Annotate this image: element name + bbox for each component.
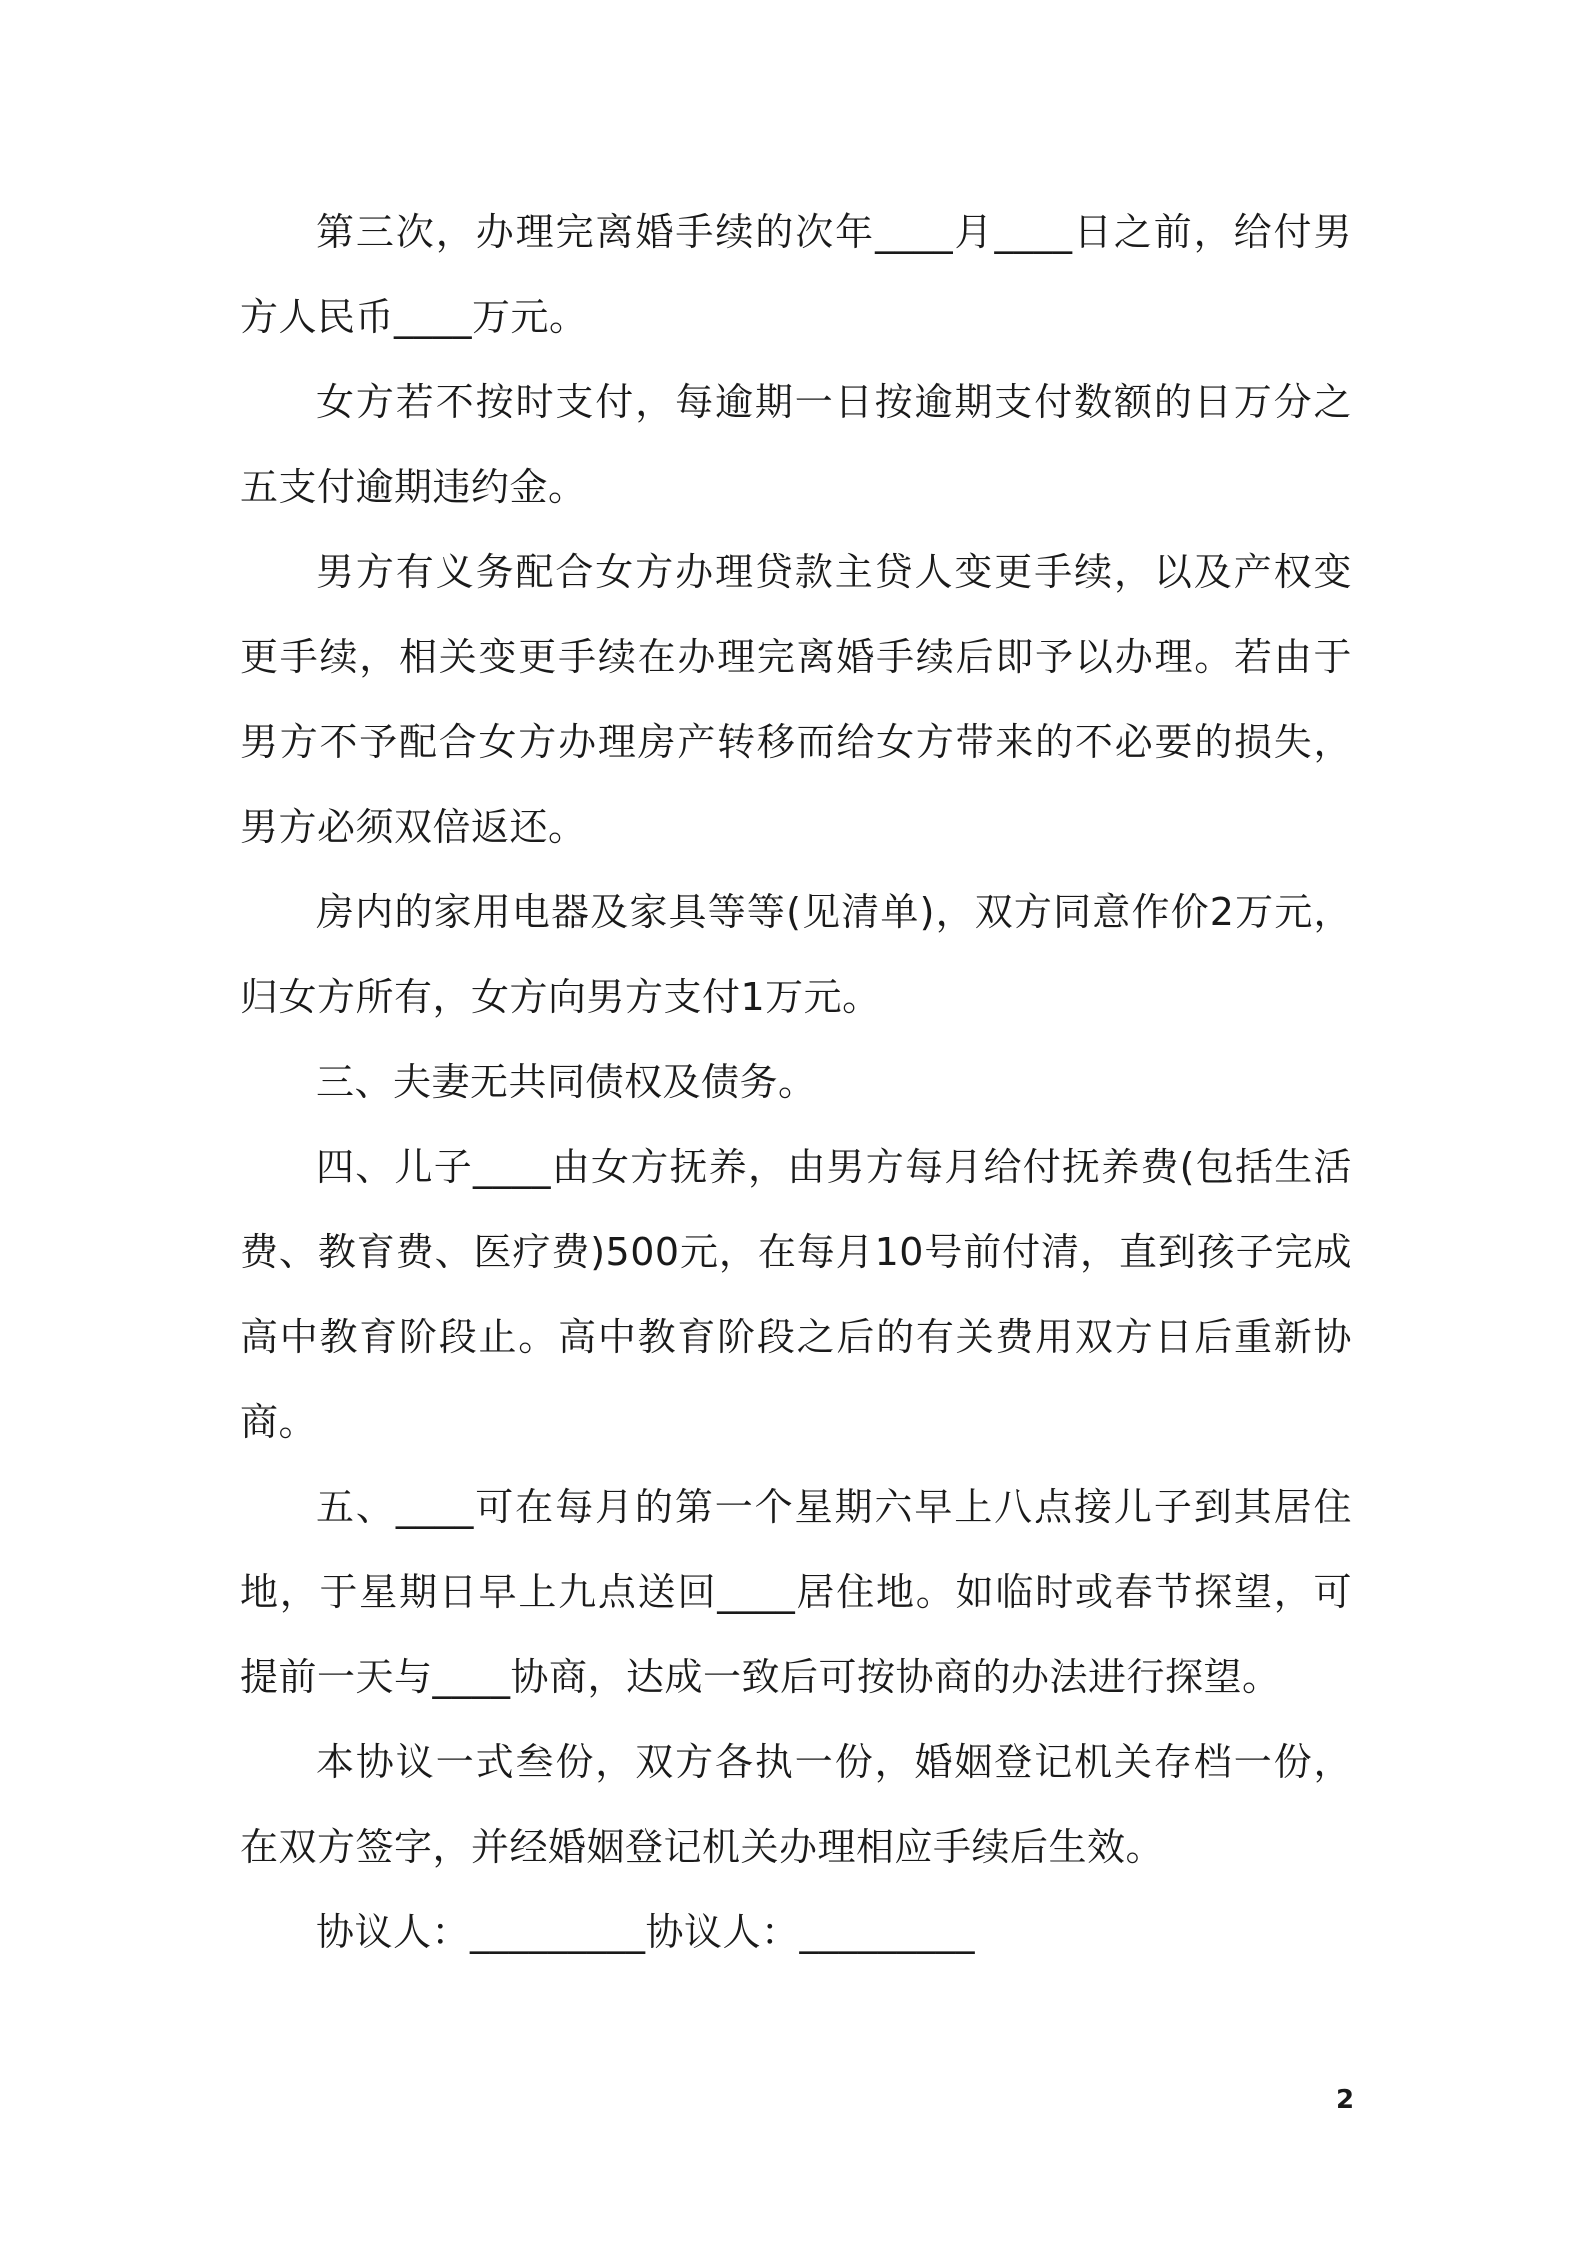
paragraph-loan-transfer: 男方有义务配合女方办理贷款主贷人变更手续，以及产权变更手续，相关变更手续在办理完离婚手续后即予以办理。若由于男方不予配合女方办理房产转移而给女方带来的不必要的损失，男方必须双倍返还。	[240, 550, 1352, 849]
paragraph-appliances: 房内的家用电器及家具等等(见清单)，双方同意作价2万元，归女方所有，女方向男方支付1万元。	[240, 890, 1352, 1019]
paragraph-late-penalty: 女方若不按时支付，每逾期一日按逾期支付数额的日万分之五支付逾期违约金。	[240, 380, 1352, 509]
paragraph-child-custody: 四、儿子____由女方抚养，由男方每月给付抚养费(包括生活费、教育费、医疗费)500元，在每月10号前付清，直到孩子完成高中教育阶段止。高中教育阶段之后的有关费用双方日后重新协商。	[240, 1145, 1352, 1444]
signature-line: 协议人：_________协议人：_________	[316, 1910, 976, 1954]
page-number: 2	[1335, 2085, 1355, 2115]
paragraph-no-debts: 三、夫妻无共同债权及债务。	[316, 1060, 817, 1104]
paragraph-visitation: 五、____可在每月的第一个星期六早上八点接儿子到其居住地，于星期日早上九点送回____居住地。如临时或春节探望，可提前一天与____协商，达成一致后可按协商的办法进行探望。	[240, 1485, 1352, 1699]
document-body	[240, 190, 1352, 1975]
paragraph-copies: 本协议一式叁份，双方各执一份，婚姻登记机关存档一份，在双方签字，并经婚姻登记机关办理相应手续后生效。	[240, 1740, 1352, 1869]
paragraph-third-payment: 第三次，办理完离婚手续的次年____月____日之前，给付男方人民币____万元。	[240, 210, 1352, 339]
